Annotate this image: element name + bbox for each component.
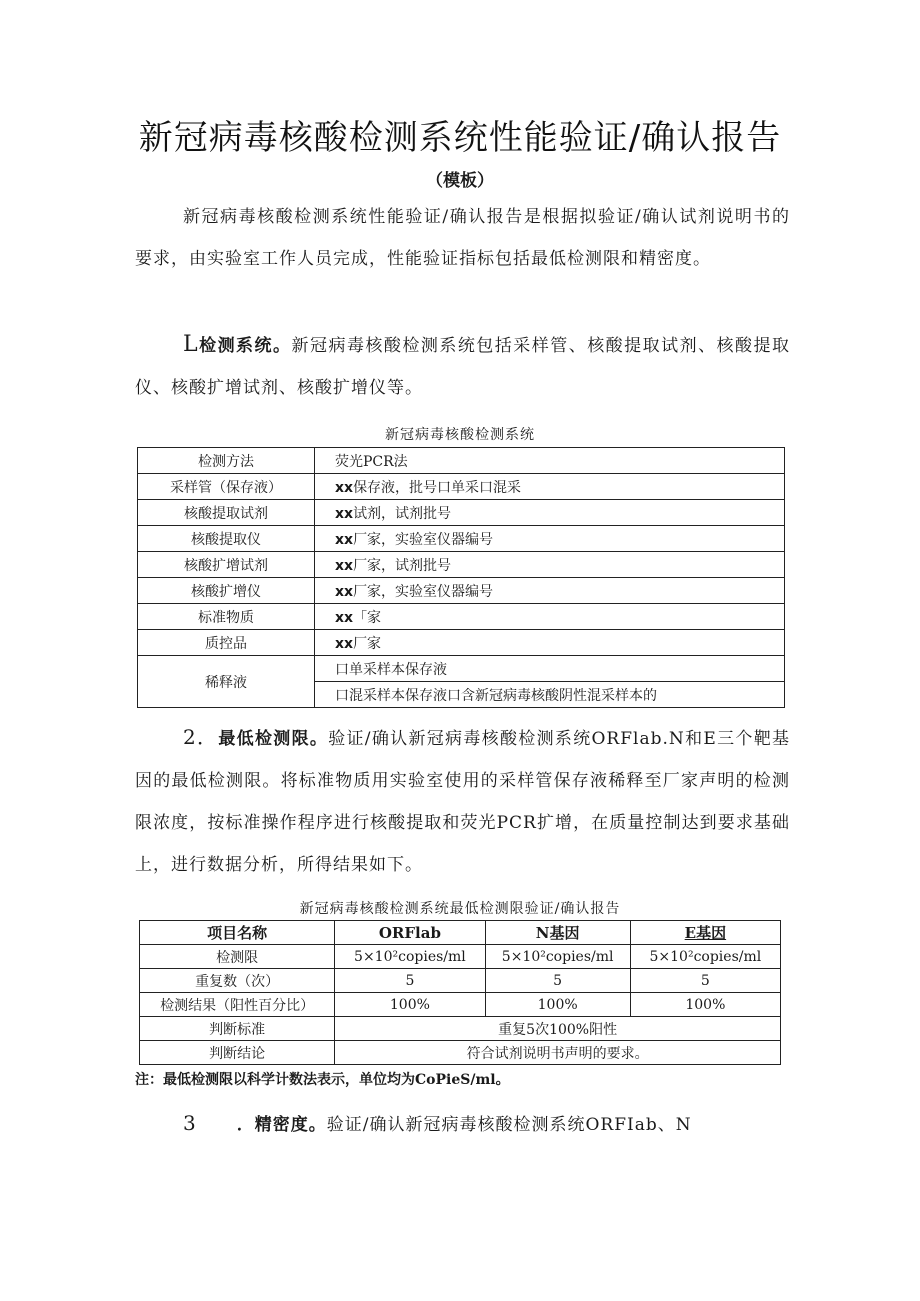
row-label: 标准物质 bbox=[138, 604, 315, 630]
header-orflab: ORFlab bbox=[335, 921, 485, 945]
table-cell: 100% bbox=[485, 993, 630, 1017]
footnote: 注：最低检测限以科学计数法表示，单位均为CoPieS/ml。 bbox=[135, 1072, 510, 1088]
header-e-gene: E基因 bbox=[630, 921, 780, 945]
table-row bbox=[138, 604, 785, 630]
table-row bbox=[138, 500, 785, 526]
table-header-row bbox=[140, 921, 781, 945]
value-text: 厂家，实验室仪器编号 bbox=[353, 583, 494, 600]
table-row bbox=[138, 630, 785, 656]
value-text: 荧光PCR法 bbox=[335, 453, 408, 470]
table-cell: 5×10²copies/ml bbox=[485, 945, 630, 969]
page-subtitle: （模板） bbox=[426, 171, 494, 191]
placeholder-prefix: xx bbox=[335, 609, 354, 626]
table-row bbox=[140, 1017, 781, 1041]
placeholder-prefix: xx bbox=[335, 583, 354, 600]
section-1-paragraph bbox=[135, 324, 790, 409]
criterion-value: 重复5次100%阳性 bbox=[335, 1017, 781, 1041]
row-label: 检测结果（阳性百分比） bbox=[140, 993, 335, 1017]
conclusion-value: 符合试剂说明书声明的要求。 bbox=[335, 1041, 781, 1065]
section-3-paragraph bbox=[135, 1102, 790, 1146]
row-label: 核酸扩增试剂 bbox=[138, 552, 315, 578]
row-label: 检测方法 bbox=[138, 448, 315, 474]
row-value bbox=[315, 526, 785, 552]
table-row bbox=[138, 656, 785, 682]
value-text: 「家 bbox=[353, 609, 382, 626]
row-label: 采样管（保存液） bbox=[138, 474, 315, 500]
section-2-heading: 最低检测限。 bbox=[218, 729, 329, 749]
row-value bbox=[315, 604, 785, 630]
row-value bbox=[315, 552, 785, 578]
placeholder-prefix: xx bbox=[335, 479, 354, 496]
placeholder-prefix: xx bbox=[335, 505, 354, 522]
placeholder-prefix: xx bbox=[335, 635, 354, 652]
section-2-paragraph bbox=[135, 716, 790, 886]
row-value bbox=[315, 578, 785, 604]
row-label: 核酸提取仪 bbox=[138, 526, 315, 552]
value-text: 试剂，试剂批号 bbox=[353, 505, 452, 522]
diluent-option: 口混采样本保存液口含新冠病毒核酸阴性混采样本的 bbox=[315, 682, 785, 708]
table-cell: 5 bbox=[485, 969, 630, 993]
row-value bbox=[315, 448, 785, 474]
row-label: 重复数（次） bbox=[140, 969, 335, 993]
row-label: 检测限 bbox=[140, 945, 335, 969]
table-row bbox=[140, 969, 781, 993]
table-2-caption: 新冠病毒核酸检测系统最低检测限验证/确认报告 bbox=[299, 901, 621, 917]
table-cell: 5 bbox=[630, 969, 780, 993]
lod-report-table bbox=[139, 920, 781, 1065]
section-1-number: L bbox=[183, 332, 199, 357]
value-text: 厂家，试剂批号 bbox=[353, 557, 452, 574]
conclusion-label: 判断结论 bbox=[140, 1041, 335, 1065]
row-value bbox=[315, 630, 785, 656]
table-cell: 5×10²copies/ml bbox=[630, 945, 780, 969]
table-1-caption: 新冠病毒核酸检测系统 bbox=[385, 427, 535, 443]
value-text: 保存液，批号口单采口混采 bbox=[353, 479, 522, 496]
section-3-heading: ．精密度。 bbox=[236, 1115, 327, 1135]
header-n-gene: N基因 bbox=[485, 921, 630, 945]
value-text: 厂家 bbox=[353, 635, 382, 652]
page-title: 新冠病毒核酸检测系统性能验证/确认报告 bbox=[138, 118, 782, 158]
row-label: 核酸提取试剂 bbox=[138, 500, 315, 526]
row-value bbox=[315, 500, 785, 526]
intro-paragraph: 新冠病毒核酸检测系统性能验证/确认报告是根据拟验证/确认试剂说明书的要求，由实验室工作人员完成，性能验证指标包括最低检测限和精密度。 bbox=[135, 207, 790, 269]
table-row bbox=[140, 945, 781, 969]
table-row bbox=[140, 993, 781, 1017]
section-1-heading: 检测系统。 bbox=[198, 336, 292, 356]
detection-system-table bbox=[137, 447, 785, 708]
table-cell: 100% bbox=[630, 993, 780, 1017]
section-1-text: 新冠病毒核酸检测系统包括采样管、核酸提取试剂、核酸提取仪、核酸扩增试剂、核酸扩增仪等。 bbox=[135, 336, 791, 398]
section-2-number: 2． bbox=[183, 725, 219, 749]
section-2-text: 验证/确认新冠病毒核酸检测系统ORFlab.N和E三个靶基因的最低检测限。将标准物质用实验室使用的采样管保存液稀释至厂家声明的检测限浓度，按标准操作程序进行核酸提取和荧光PCR扩增，在质量控制达到要求基础上，进行数据分析，所得结果如下。 bbox=[135, 729, 791, 875]
row-value bbox=[315, 474, 785, 500]
table-row bbox=[138, 526, 785, 552]
value-text: 厂家，实验室仪器编号 bbox=[353, 531, 494, 548]
criterion-label: 判断标准 bbox=[140, 1017, 335, 1041]
table-cell: 5 bbox=[335, 969, 485, 993]
header-item-name: 项目名称 bbox=[140, 921, 335, 945]
row-label: 核酸扩增仪 bbox=[138, 578, 315, 604]
diluent-label: 稀释液 bbox=[138, 656, 315, 708]
table-cell: 5×10²copies/ml bbox=[335, 945, 485, 969]
table-cell: 100% bbox=[335, 993, 485, 1017]
table-row bbox=[138, 552, 785, 578]
section-3-number: 3 bbox=[183, 1111, 197, 1135]
section-3-text: 验证/确认新冠病毒核酸检测系统ORFIab、N bbox=[326, 1115, 692, 1135]
table-row bbox=[138, 474, 785, 500]
row-label: 质控品 bbox=[138, 630, 315, 656]
placeholder-prefix: xx bbox=[335, 557, 354, 574]
placeholder-prefix: xx bbox=[335, 531, 354, 548]
diluent-option: 口单采样本保存液 bbox=[315, 656, 785, 682]
table-row bbox=[138, 448, 785, 474]
table-row bbox=[140, 1041, 781, 1065]
table-row bbox=[138, 578, 785, 604]
